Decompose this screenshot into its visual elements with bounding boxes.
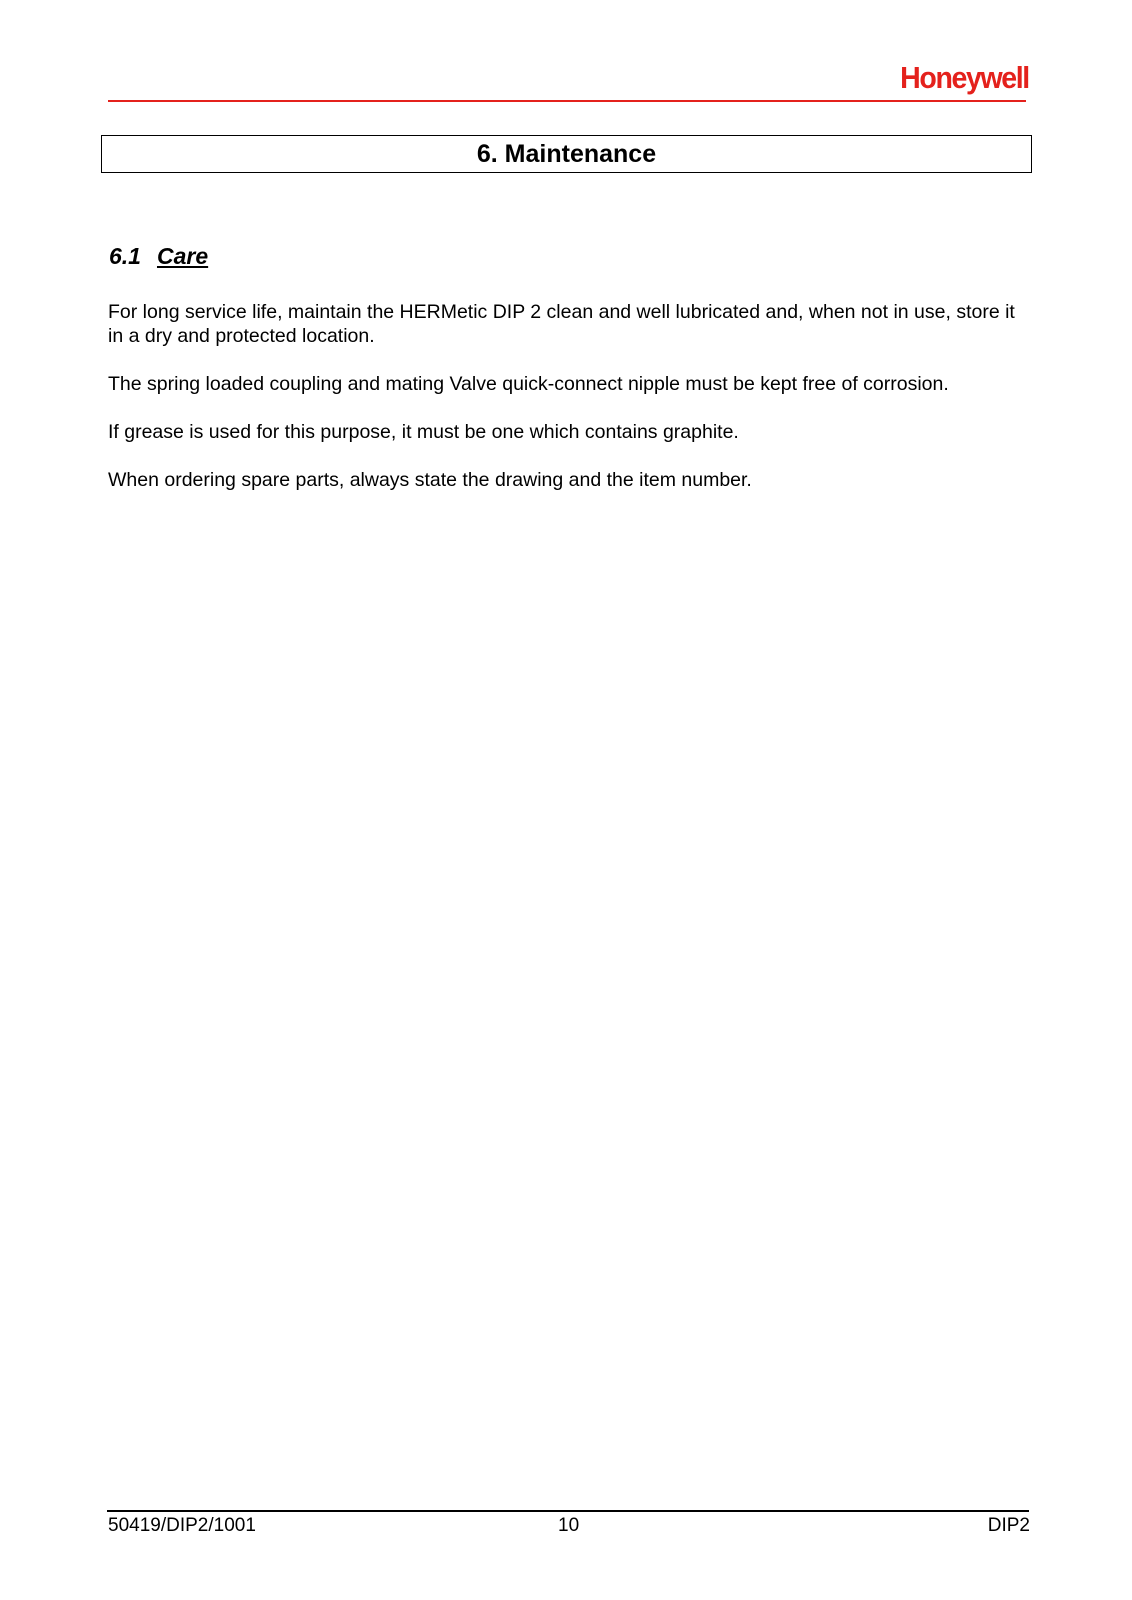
footer-product: DIP2 bbox=[987, 1515, 1030, 1536]
chapter-title: 6. Maintenance bbox=[476, 139, 657, 168]
chapter-title-box bbox=[101, 135, 1032, 173]
footer-document-code: 50419/DIP2/1001 bbox=[108, 1515, 256, 1536]
paragraph-care-service-life: For long service life, maintain the HERMetic DIP 2 clean and well lubricated and, when not in use, store it in a dry and protected location. bbox=[108, 301, 1015, 347]
paragraph-coupling-corrosion: The spring loaded coupling and mating Valve quick-connect nipple must be kept free of corrosion. bbox=[108, 373, 949, 395]
header-divider bbox=[108, 100, 1026, 102]
paragraph-grease-graphite: If grease is used for this purpose, it must be one which contains graphite. bbox=[108, 421, 739, 443]
honeywell-logo: Honeywell bbox=[900, 60, 1029, 95]
footer-divider bbox=[107, 1510, 1029, 1512]
section-heading bbox=[109, 245, 208, 268]
section-number: 6.1 bbox=[109, 243, 141, 269]
footer-page-number: 10 bbox=[558, 1515, 580, 1536]
paragraph-spare-parts: When ordering spare parts, always state the drawing and the item number. bbox=[108, 469, 752, 491]
section-title: Care bbox=[156, 243, 209, 269]
